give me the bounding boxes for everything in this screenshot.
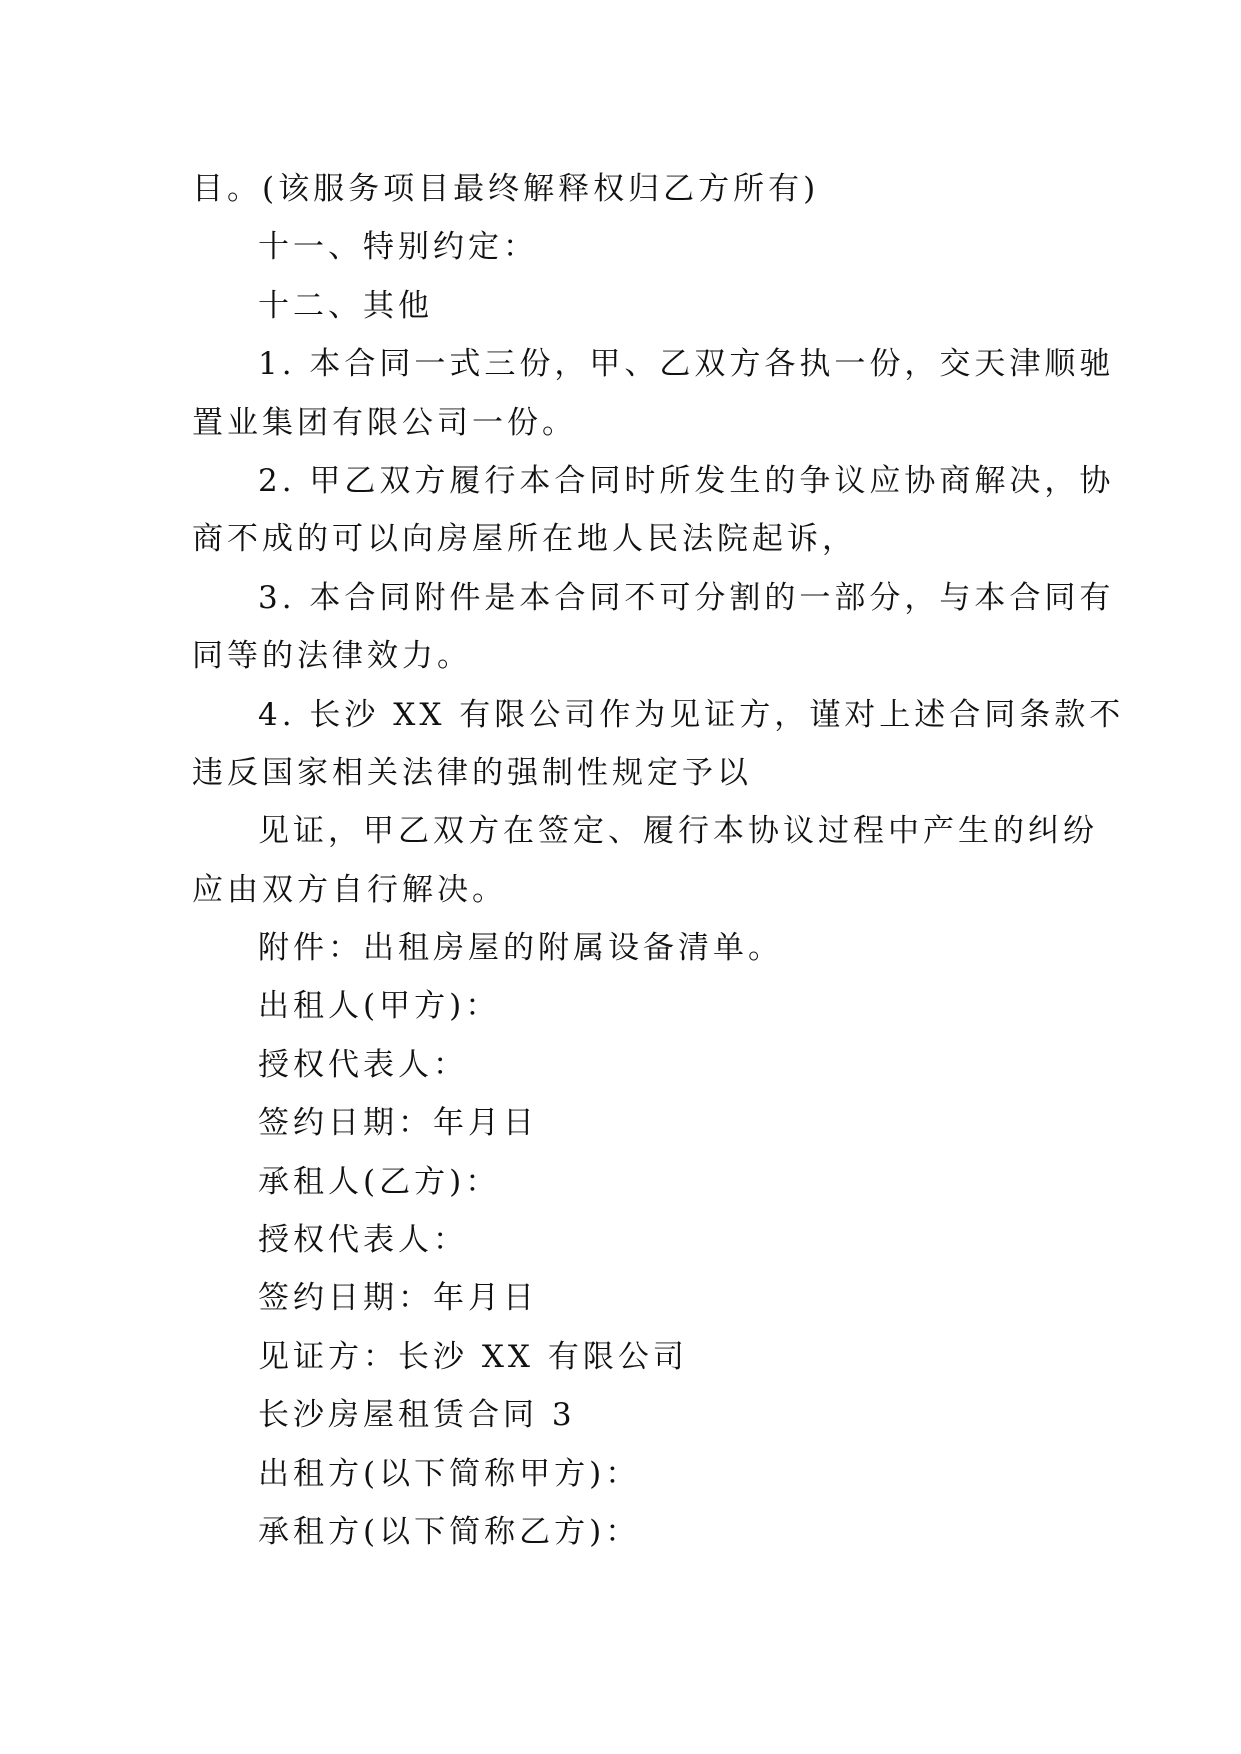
clause-text: 同等的法律效力。 bbox=[192, 638, 472, 675]
text-line: 目。(该服务项目最终解释权归乙方所有) bbox=[192, 171, 820, 207]
party-field: 出租方(以下简称甲方)： bbox=[258, 1455, 641, 1492]
section-heading: 十二、其他 bbox=[258, 287, 433, 324]
clause-text: 见证，甲乙双方在签定、履行本协议过程中产生的纠纷 bbox=[258, 813, 1098, 850]
signature-field: 签约日期：年月日 bbox=[258, 1105, 538, 1142]
signature-field: 签约日期：年月日 bbox=[258, 1280, 538, 1317]
document-title: 长沙房屋租赁合同 3 bbox=[258, 1397, 576, 1434]
clause-text: 违反国家相关法律的强制性规定予以 bbox=[192, 754, 752, 791]
signature-field: 出租人(甲方)： bbox=[258, 988, 501, 1025]
document-body bbox=[192, 160, 1125, 1561]
party-field: 承租方(以下简称乙方)： bbox=[258, 1513, 641, 1550]
clause-text: 4. 长沙 XX 有限公司作为见证方，谨对上述合同条款不 bbox=[258, 696, 1125, 733]
signature-field: 授权代表人： bbox=[258, 1046, 468, 1083]
section-heading: 十一、特别约定： bbox=[258, 229, 538, 266]
attachment-note: 附件：出租房屋的附属设备清单。 bbox=[258, 930, 783, 967]
clause-text: 1. 本合同一式三份，甲、乙双方各执一份，交天津顺驰 bbox=[258, 346, 1115, 383]
clause-text: 应由双方自行解决。 bbox=[192, 871, 507, 908]
clause-text: 商不成的可以向房屋所在地人民法院起诉， bbox=[192, 521, 857, 558]
clause-text: 2. 甲乙双方履行本合同时所发生的争议应协商解决，协 bbox=[258, 462, 1115, 499]
clause-text: 3. 本合同附件是本合同不可分割的一部分，与本合同有 bbox=[258, 579, 1115, 616]
signature-field: 承租人(乙方)： bbox=[258, 1163, 501, 1200]
signature-field: 见证方：长沙 XX 有限公司 bbox=[258, 1338, 688, 1375]
signature-field: 授权代表人： bbox=[258, 1222, 468, 1259]
clause-text: 置业集团有限公司一份。 bbox=[192, 404, 577, 441]
